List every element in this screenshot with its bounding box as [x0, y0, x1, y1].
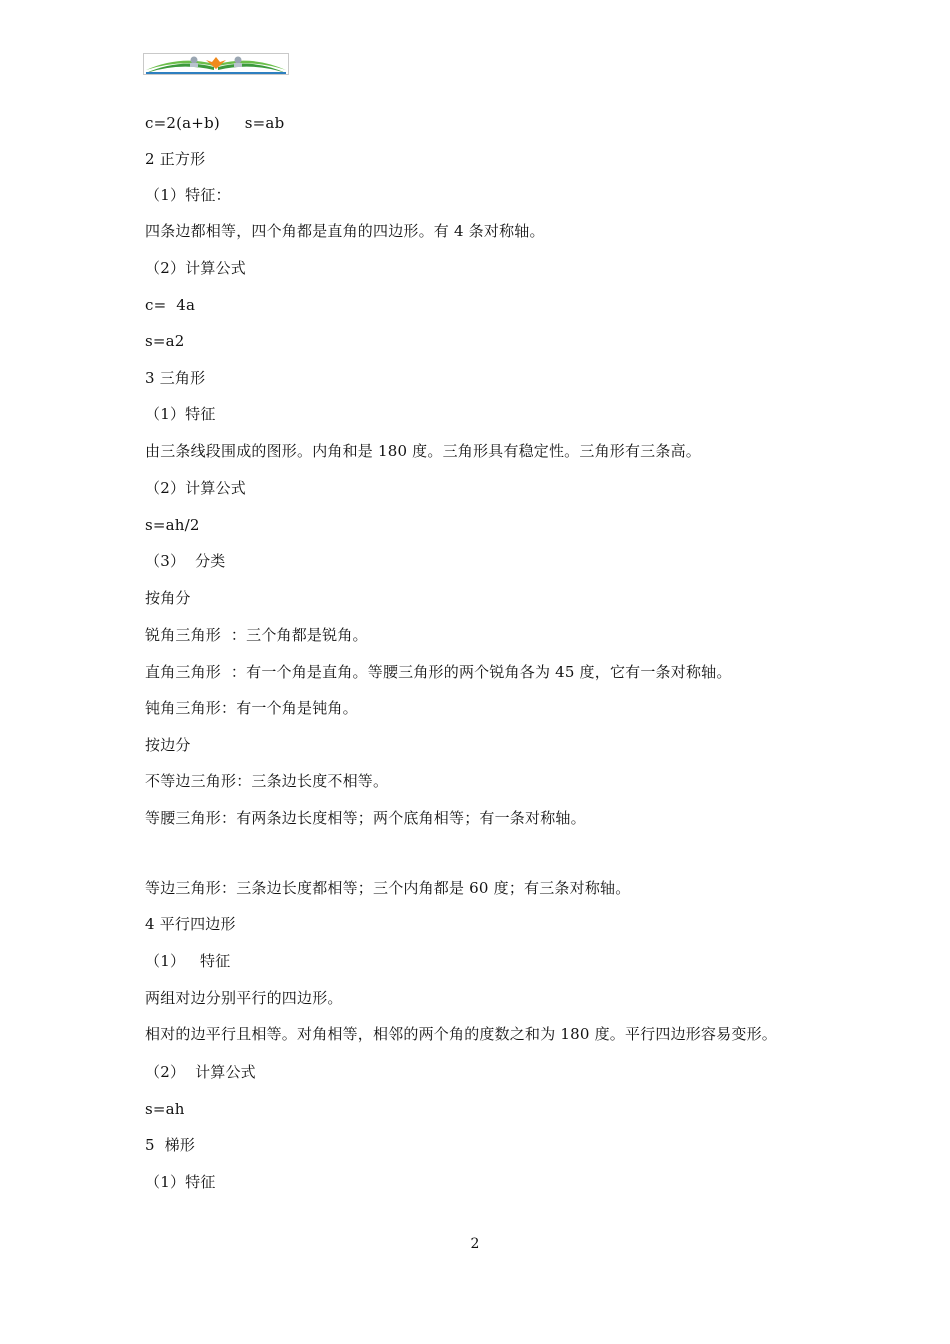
- text-line: 4 平行四边形: [145, 915, 236, 933]
- text-line: 直角三角形 ：有一个角是直角。等腰三角形的两个锐角各为 45 度，它有一条对称轴。: [145, 663, 732, 681]
- text-line: c= 4a: [145, 296, 196, 314]
- school-books-emblem-icon: [144, 54, 288, 74]
- page-number: 2: [470, 1236, 480, 1252]
- text-line: （2）计算公式: [145, 479, 246, 497]
- text-line: 不等边三角形：三条边长度不相等。: [145, 772, 389, 790]
- text-line: 2 正方形: [145, 150, 206, 168]
- text-line: （1）特征: [145, 1173, 216, 1191]
- text-line: c=2(a+b) s=ab: [145, 114, 285, 132]
- text-line: s=a2: [145, 332, 185, 350]
- text-line: s=ah/2: [145, 516, 200, 534]
- text-line: （1）特征: [145, 405, 216, 423]
- text-line: 锐角三角形 ：三个角都是锐角。: [145, 626, 368, 644]
- text-line: （1）特征：: [145, 186, 231, 204]
- text-line: 等边三角形：三条边长度都相等；三个内角都是 60 度；有三条对称轴。: [145, 879, 631, 897]
- text-line: s=ah: [145, 1100, 185, 1118]
- text-line: 等腰三角形：有两条边长度相等；两个底角相等；有一条对称轴。: [145, 809, 586, 827]
- text-line: （3） 分类: [145, 552, 226, 570]
- text-line: 钝角三角形：有一个角是钝角。: [145, 699, 358, 717]
- text-line: 两组对边分别平行的四边形。: [145, 989, 343, 1007]
- text-line: （2）计算公式: [145, 259, 246, 277]
- text-line: 由三条线段围成的图形。内角和是 180 度。三角形具有稳定性。三角形有三条高。: [145, 442, 701, 460]
- text-line: （1） 特征: [145, 952, 231, 970]
- header-logo: [143, 53, 289, 75]
- text-line: 按角分: [145, 589, 191, 607]
- text-line: （2） 计算公式: [145, 1063, 256, 1081]
- text-line: 四条边都相等，四个角都是直角的四边形。有 4 条对称轴。: [145, 222, 545, 240]
- text-line: 5 梯形: [145, 1136, 196, 1154]
- text-line: 按边分: [145, 736, 191, 754]
- text-line: 3 三角形: [145, 369, 206, 387]
- text-line: 相对的边平行且相等。对角相等，相邻的两个角的度数之和为 180 度。平行四边形容易变形。: [145, 1025, 777, 1043]
